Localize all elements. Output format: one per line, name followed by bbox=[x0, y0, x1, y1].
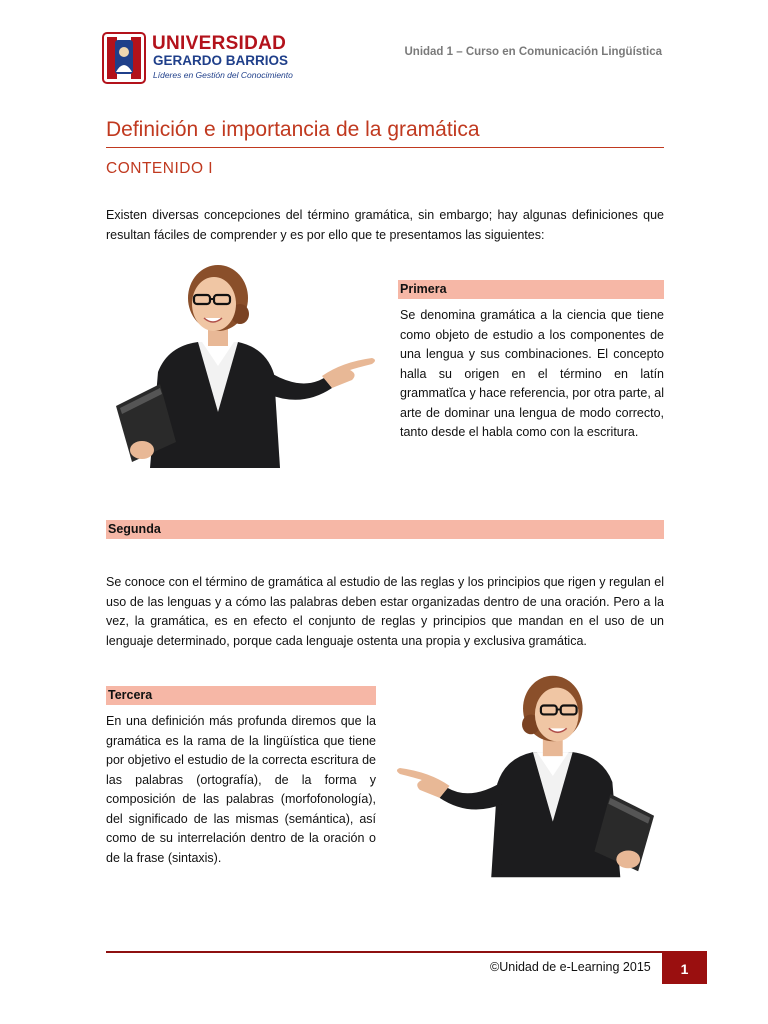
title-divider bbox=[106, 147, 664, 148]
definition-label-tercera: Tercera bbox=[106, 686, 376, 705]
page-title: Definición e importancia de la gramática bbox=[106, 118, 480, 141]
definition-label-primera: Primera bbox=[398, 280, 664, 299]
university-logo bbox=[102, 30, 293, 86]
logo-title: UNIVERSIDAD bbox=[152, 33, 287, 54]
section-heading: CONTENIDO I bbox=[106, 160, 214, 177]
definition-text-primera: Se denomina gramática a la ciencia que tiene como objeto de estudio a los componentes de una lengua y sus combinaciones. El concepto halla su origen en el término en latín grammatĭca y hace referencia, por otra parte, al arte de dominar una lengua de modo correcto, tanto desde el habla como con la escritura. bbox=[400, 308, 665, 439]
course-header: Unidad 1 – Curso en Comunicación Lingüística bbox=[404, 46, 662, 58]
definition-label-segunda: Segunda bbox=[106, 520, 664, 539]
definition-text-segunda: Se conoce con el término de gramática al estudio de las reglas y los principios que rigen y regulan el uso de las lenguas y a cómo las palabras deben estar organizadas dentro de una oración. Pero a la vez, la gramática, es en efecto el conjunto de reglas y principios que mandan en el uso de un lenguaje determinado, porque cada lenguaje ostenta una propia y exclusiva gramática. bbox=[106, 575, 664, 648]
university-crest-icon bbox=[102, 32, 146, 84]
page-number: 1 bbox=[662, 951, 707, 984]
definition-text-tercera: En una definición más profunda diremos que la gramática es la rama de la lingüística que tiene por objetivo el estudio de la correcta escritura de las palabras (ortografía), de la forma y composición de las palabras (morfofonología), del significado de las mismas (semántica), así como de su interrelación dentro de la oración o de la frase (sintaxis). bbox=[106, 714, 376, 865]
logo-tagline: Líderes en Gestión del Conocimiento bbox=[153, 70, 293, 80]
intro-paragraph: Existen diversas concepciones del término gramática, sin embargo; hay algunas definiciones que resultan fáciles de comprender y es por ello que te presentamos las siguientes: bbox=[106, 208, 664, 242]
businesswoman-presenting-image bbox=[390, 672, 660, 878]
footer-divider bbox=[106, 951, 662, 953]
logo-subtitle: GERARDO BARRIOS bbox=[153, 53, 289, 68]
footer-copyright: ©Unidad de e-Learning 2015 bbox=[490, 960, 651, 974]
businesswoman-presenting-image bbox=[110, 262, 382, 468]
